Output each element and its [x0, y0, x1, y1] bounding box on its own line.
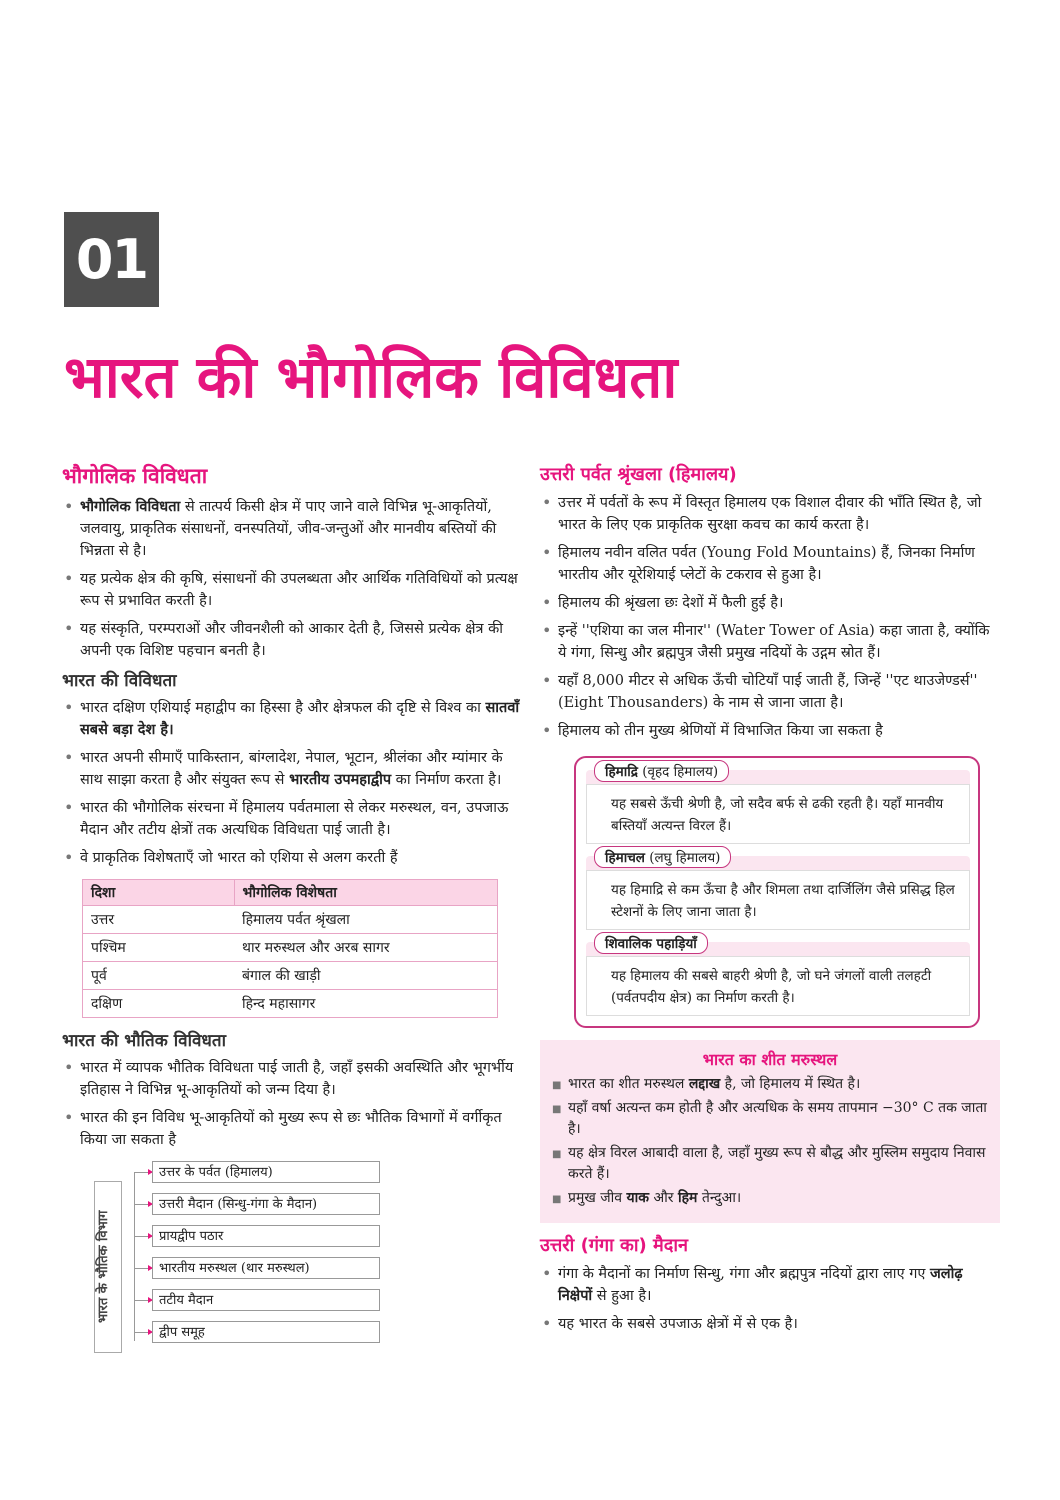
range-description: यह हिमालय की सबसे बाहरी श्रेणी है, जो घने जंगलों वाली तलहटी (पर्वतपदीय क्षेत्र) का निर्माण करती है।	[586, 956, 970, 1016]
list-item	[62, 1107, 522, 1151]
tree-label: भारत के भौतिक विभाग	[94, 1181, 122, 1353]
list-item	[550, 1098, 990, 1140]
section-heading-himalaya: उत्तरी पर्वत श्रृंखला (हिमालय)	[540, 464, 737, 485]
tree-node: भारतीय मरुस्थल (थार मरुस्थल)	[152, 1257, 380, 1279]
item-text: यहाँ वर्षा अत्यन्त कम होती है और अत्यधिक के समय तापमान −30° C तक जाता है।	[568, 1100, 987, 1137]
direction-features-table	[82, 879, 498, 1018]
left-column	[62, 462, 522, 1361]
range-himadri	[586, 764, 970, 844]
physical-divisions-tree	[94, 1161, 424, 1361]
arrow-right-icon	[134, 1204, 152, 1205]
table-header-row	[83, 880, 498, 906]
item-text: यह क्षेत्र विरल आबादी वाला है, जहाँ मुख्य रूप से बौद्ध और मुस्लिम समुदाय निवास करते हैं।	[568, 1145, 986, 1182]
chapter-title: भारत की भौगोलिक विविधता	[64, 343, 678, 411]
item-text: हिमालय की श्रृंखला छः देशों में फैली हुई है।	[558, 595, 784, 611]
range-tag	[594, 760, 729, 782]
section-heading-geographic-diversity: भौगोलिक विविधता	[62, 464, 208, 488]
geographic-diversity-list	[62, 496, 522, 662]
list-item	[540, 670, 1000, 714]
ganga-plain-list	[540, 1263, 1000, 1335]
table-cell: दक्षिण	[83, 990, 235, 1018]
arrow-right-icon	[134, 1236, 152, 1237]
item-text: इन्हें ''एशिया का जल मीनार'' (Water Tower of Asia) कहा जाता है, क्योंकि ये गंगा, सिन्धु और ब्रह्मपुत्र जैसी प्रमुख नदियों के उद्गम स्रोत हैं।	[558, 623, 990, 661]
item-text: यह प्रत्येक क्षेत्र की कृषि, संसाधनों की उपलब्धता और आर्थिक गतिविधियों को प्रत्यक्ष रूप से प्रभावित करती है।	[80, 571, 518, 609]
item-text: यह संस्कृति, परम्पराओं और जीवनशैली को आकार देती है, जिससे प्रत्येक क्षेत्र की अपनी एक विशिष्ट पहचान बनती है।	[80, 621, 503, 659]
list-item	[550, 1188, 990, 1209]
list-item	[62, 697, 522, 741]
table-cell: उत्तर	[83, 906, 235, 934]
list-item	[540, 620, 1000, 664]
table-header: भौगोलिक विशेषता	[234, 880, 498, 906]
table-cell: पूर्व	[83, 962, 235, 990]
section-heading-ganga-plain: उत्तरी (गंगा का) मैदान	[540, 1235, 688, 1256]
item-text: भारत का शीत मरुस्थल	[568, 1076, 689, 1092]
table-row	[83, 990, 498, 1018]
himalaya-list	[540, 492, 1000, 742]
table-cell: बंगाल की खाड़ी	[234, 962, 498, 990]
item-text: से हुआ है।	[592, 1288, 652, 1304]
item-text: हिमालय को तीन मुख्य श्रेणियों में विभाजित किया जा सकता है	[558, 723, 883, 739]
list-item	[62, 618, 522, 662]
table-cell: थार मरुस्थल और अरब सागर	[234, 934, 498, 962]
bold-term: सातवाँ सबसे बड़ा देश है।	[80, 699, 520, 738]
list-item	[550, 1074, 990, 1095]
range-shivalik	[586, 936, 970, 1016]
table-header: दिशा	[83, 880, 235, 906]
tree-node: तटीय मैदान	[152, 1289, 380, 1311]
tree-node: उत्तर के पर्वत (हिमालय)	[152, 1161, 380, 1183]
item-text: भारत की भौगोलिक संरचना में हिमालय पर्वतमाला से लेकर मरुस्थल, वन, उपजाऊ मैदान और तटीय क्षेत्रों तक अत्यधिक विविधता पाई जाती है।	[80, 800, 509, 838]
range-description: यह सबसे ऊँची श्रेणी है, जो सदैव बर्फ से ढकी रहती है। यहाँ मानवीय बस्तियाँ अत्यन्त विरल हैं।	[586, 784, 970, 844]
tree-node: प्रायद्वीप पठार	[152, 1225, 380, 1247]
item-text: भारत अपनी सीमाएँ पाकिस्तान, बांग्लादेश, नेपाल, भूटान, श्रीलंका और म्यांमार के साथ साझा करता है और संयुक्त रूप से	[80, 750, 503, 788]
item-text: से तात्पर्य किसी क्षेत्र में पाए जाने वाले विभिन्न भू-आकृतियों, जलवायु, प्राकृतिक संसाधनों, वनस्पतियों, जीव-जन्तुओं और मानवीय बस्तियों की भिन्नता से है।	[80, 499, 497, 559]
item-text: वे प्राकृतिक विशेषताएँ जो भारत को एशिया से अलग करती हैं	[80, 850, 398, 866]
list-item	[540, 542, 1000, 586]
item-text: प्रमुख जीव	[568, 1190, 627, 1206]
tree-node: द्वीप समूह	[152, 1321, 380, 1343]
arrow-right-icon	[134, 1268, 152, 1269]
item-text: उत्तर में पर्वतों के रूप में विस्तृत हिमालय एक विशाल दीवार की भाँति स्थित है, जो भारत के लिए एक प्राकृतिक सुरक्षा कवच का कार्य करता है।	[558, 495, 982, 533]
list-item	[62, 496, 522, 562]
table-cell: हिमालय पर्वत श्रृंखला	[234, 906, 498, 934]
table-row	[83, 962, 498, 990]
list-item	[540, 1313, 1000, 1335]
list-item	[540, 1263, 1000, 1307]
range-description: यह हिमाद्रि से कम ऊँचा है और शिमला तथा दार्जिलिंग जैसे प्रसिद्ध हिल स्टेशनों के लिए जाना जाता है।	[586, 870, 970, 930]
list-item	[550, 1143, 990, 1185]
tree-connector	[134, 1173, 135, 1341]
range-tag	[594, 932, 708, 954]
chapter-number: 01	[64, 212, 159, 307]
bold-term: भारतीय उपमहाद्वीप	[289, 771, 392, 788]
item-text: यह भारत के सबसे उपजाऊ क्षेत्रों में से एक है।	[558, 1316, 798, 1332]
section-heading-physical-diversity: भारत की भौतिक विविधता	[62, 1031, 226, 1051]
section-heading-india-diversity: भारत की विविधता	[62, 671, 177, 691]
bold-term: जलोढ़ निक्षेपों	[558, 1265, 963, 1304]
cold-desert-list	[550, 1074, 990, 1209]
list-item	[62, 847, 522, 869]
arrow-right-icon	[134, 1332, 152, 1333]
arrow-right-icon	[134, 1300, 152, 1301]
range-alt-name: (लघु हिमालय)	[644, 850, 721, 866]
cold-desert-heading: भारत का शीत मरुस्थल	[702, 1050, 838, 1069]
bold-term: हिम	[677, 1190, 698, 1206]
item-text: भारत की इन विविध भू-आकृतियों को मुख्य रूप से छः भौतिक विभागों में वर्गीकृत किया जा सकता है	[80, 1110, 502, 1148]
item-text: भारत में व्यापक भौतिक विविधता पाई जाती है, जहाँ इसकी अवस्थिति और भूगर्भीय इतिहास ने विभिन्न भू-आकृतियों को जन्म दिया है।	[80, 1060, 514, 1098]
table-cell: पश्चिम	[83, 934, 235, 962]
table-cell: हिन्द महासागर	[234, 990, 498, 1018]
item-text: तेन्दुआ।	[697, 1190, 742, 1206]
item-text: यहाँ 8,000 मीटर से अधिक ऊँची चोटियाँ पाई जाती हैं, जिन्हें ''एट थाउजेण्डर्स'' (Eight Thousanders) के नाम से जाना जाता है।	[558, 673, 978, 711]
item-text: गंगा के मैदानों का निर्माण सिन्धु, गंगा और ब्रह्मपुत्र नदियों द्वारा लाए गए	[558, 1266, 930, 1282]
bold-term: याक	[626, 1190, 649, 1206]
item-text: और	[649, 1190, 678, 1206]
list-item	[540, 592, 1000, 614]
bold-term: लद्दाख	[688, 1076, 721, 1092]
list-item	[62, 797, 522, 841]
list-item	[540, 492, 1000, 536]
range-himachal	[586, 850, 970, 930]
cold-desert-box	[540, 1040, 1000, 1223]
himalaya-ranges-box	[574, 756, 980, 1028]
item-text: का निर्माण करता है।	[391, 772, 502, 788]
right-column	[540, 462, 1000, 1341]
range-tag	[594, 846, 731, 868]
tree-node: उत्तरी मैदान (सिन्धु-गंगा के मैदान)	[152, 1193, 380, 1215]
table-row	[83, 906, 498, 934]
item-text: हिमालय नवीन वलित पर्वत (Young Fold Mountains) हैं, जिनका निर्माण भारतीय और यूरेशियाई प्लेटों के टकराव से हुआ है।	[558, 545, 975, 583]
india-diversity-list	[62, 697, 522, 869]
list-item	[540, 720, 1000, 742]
list-item	[62, 1057, 522, 1101]
bold-term: भौगोलिक विविधता	[80, 498, 181, 515]
range-name: हिमाद्रि	[605, 764, 638, 780]
range-name: शिवालिक पहाड़ियाँ	[605, 936, 697, 952]
item-text: भारत दक्षिण एशियाई महाद्वीप का हिस्सा है और क्षेत्रफल की दृष्टि से विश्व का	[80, 700, 486, 716]
list-item	[62, 568, 522, 612]
table-row	[83, 934, 498, 962]
range-alt-name: (वृहद हिमालय)	[637, 764, 719, 780]
item-text: है, जो हिमालय में स्थित है।	[720, 1076, 861, 1092]
list-item	[62, 747, 522, 791]
range-name: हिमाचल	[605, 850, 645, 866]
physical-diversity-list	[62, 1057, 522, 1151]
arrow-right-icon	[134, 1172, 152, 1173]
